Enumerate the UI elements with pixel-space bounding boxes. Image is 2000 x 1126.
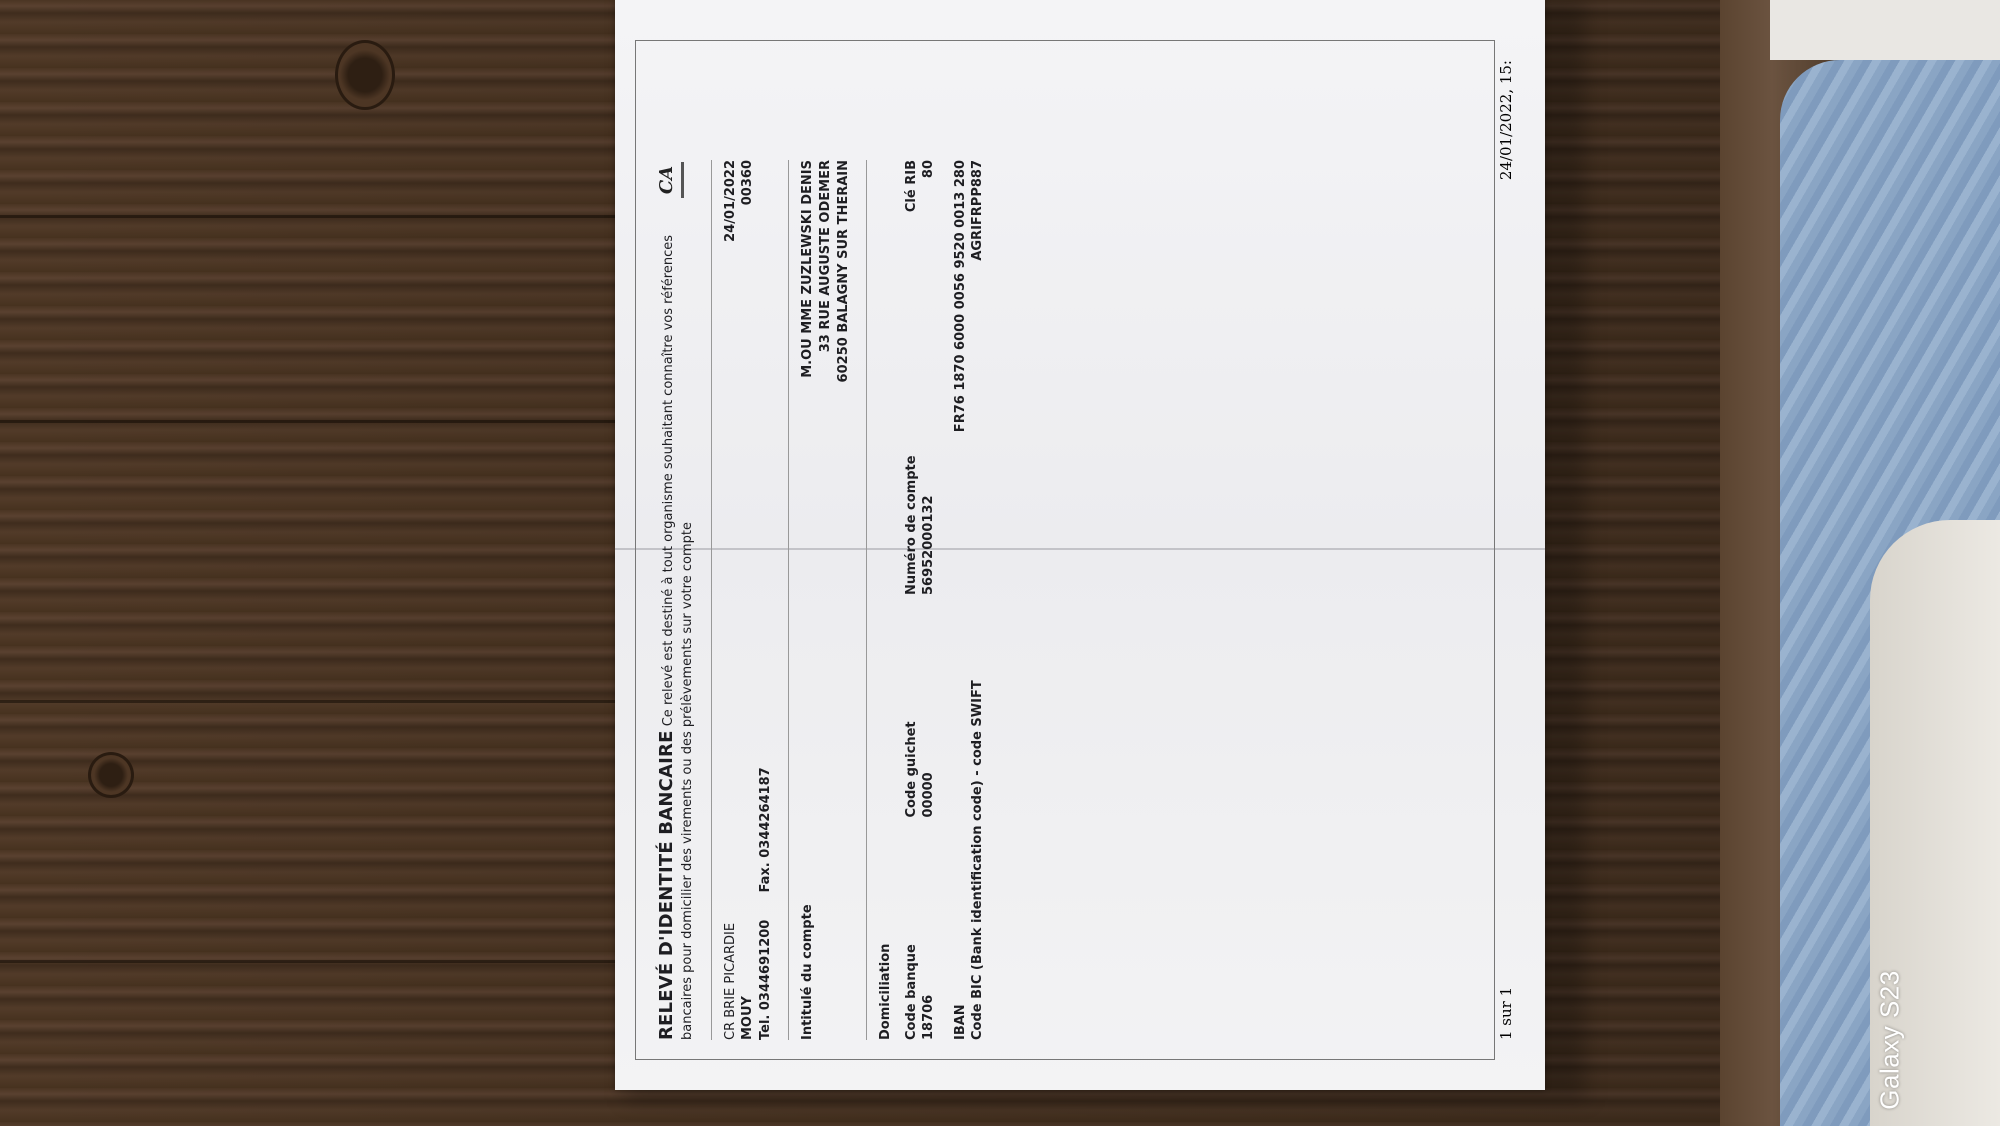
code-guichet-label: Code guichet [903,721,919,818]
plank-seam [0,420,640,423]
domiciliation-label: Domiciliation [878,943,894,1040]
document-footer [1497,60,1515,1040]
bank-logo-rule [681,162,684,198]
agency-phones [757,767,775,1040]
document-title: RELEVÉ D'IDENTITÉ BANCAIRE [656,730,677,1040]
iban-bic-labels [952,571,987,1040]
page-number: 1 sur 1 [1497,986,1515,1040]
agency-name: CR BRIE PICARDIE [722,922,738,1040]
cle-rib-cell [903,160,938,373]
code-banque-label: Code banque [903,944,919,1040]
camera-watermark: Galaxy S23 [1874,970,1905,1110]
print-timestamp: 24/01/2022, 15: [1497,60,1515,181]
rib-document [615,0,1545,1090]
bic-value: AGRIFRPP887 [970,160,986,261]
iban-label: IBAN [952,1004,968,1040]
document-body [655,160,987,1040]
holder-info [799,160,852,382]
title-block [655,220,697,1040]
holder-name: M.OU MME ZUZLEWSKI DENIS [800,160,816,378]
agency-date: 24/01/2022 [722,160,738,242]
code-banque-value: 18706 [921,994,937,1040]
holder-address-1: 33 RUE AUGUSTE ODEMER [818,160,834,353]
bank-logo [655,160,695,200]
plank-seam [0,215,640,218]
agency-meta [722,160,775,242]
agency-fax: Fax. 0344264187 [757,767,773,893]
numero-compte-cell [903,383,938,596]
numero-compte-value: 56952000132 [921,495,937,595]
agency-tel: Tel. 0344691200 [757,919,773,1040]
wood-knot [335,40,395,110]
background-wall [1770,0,2000,60]
agency-code: 00360 [740,160,756,206]
agency-info [722,767,775,1040]
plank-seam [0,960,640,963]
code-banque-cell [903,828,938,1041]
wood-knot [88,752,134,798]
domiciliation-section [866,160,987,1040]
cle-rib-label: Clé RIB [903,160,919,213]
holder-label: Intitulé du compte [800,904,816,1040]
iban-value: FR76 1870 6000 0056 9520 0013 280 [952,160,968,433]
numero-compte-label: Numéro de compte [903,455,919,595]
plank-seam [0,700,640,703]
cle-rib-value: 80 [921,160,937,179]
agency-section [711,160,775,1040]
code-guichet-value: 00000 [921,772,937,818]
document-intro: Ce relevé est destiné à tout organisme souhaitant connaître vos références bancaires pour domicilier des virements ou des prélèvements sur votre compte [661,234,696,1040]
code-guichet-cell [903,605,938,818]
bic-label: Code BIC (Bank identification code) - code SWIFT [970,680,986,1040]
iban-bic-values [952,160,987,571]
iban-bic-row [952,160,987,1040]
agency-city: MOUY [740,996,756,1040]
title-row [655,160,697,1040]
holder-address-2: 60250 BALAGNY SUR THERAIN [835,160,851,383]
holder-section [788,160,852,1040]
bank-logo-mark: CA [656,165,677,195]
rib-grid [903,160,938,1040]
